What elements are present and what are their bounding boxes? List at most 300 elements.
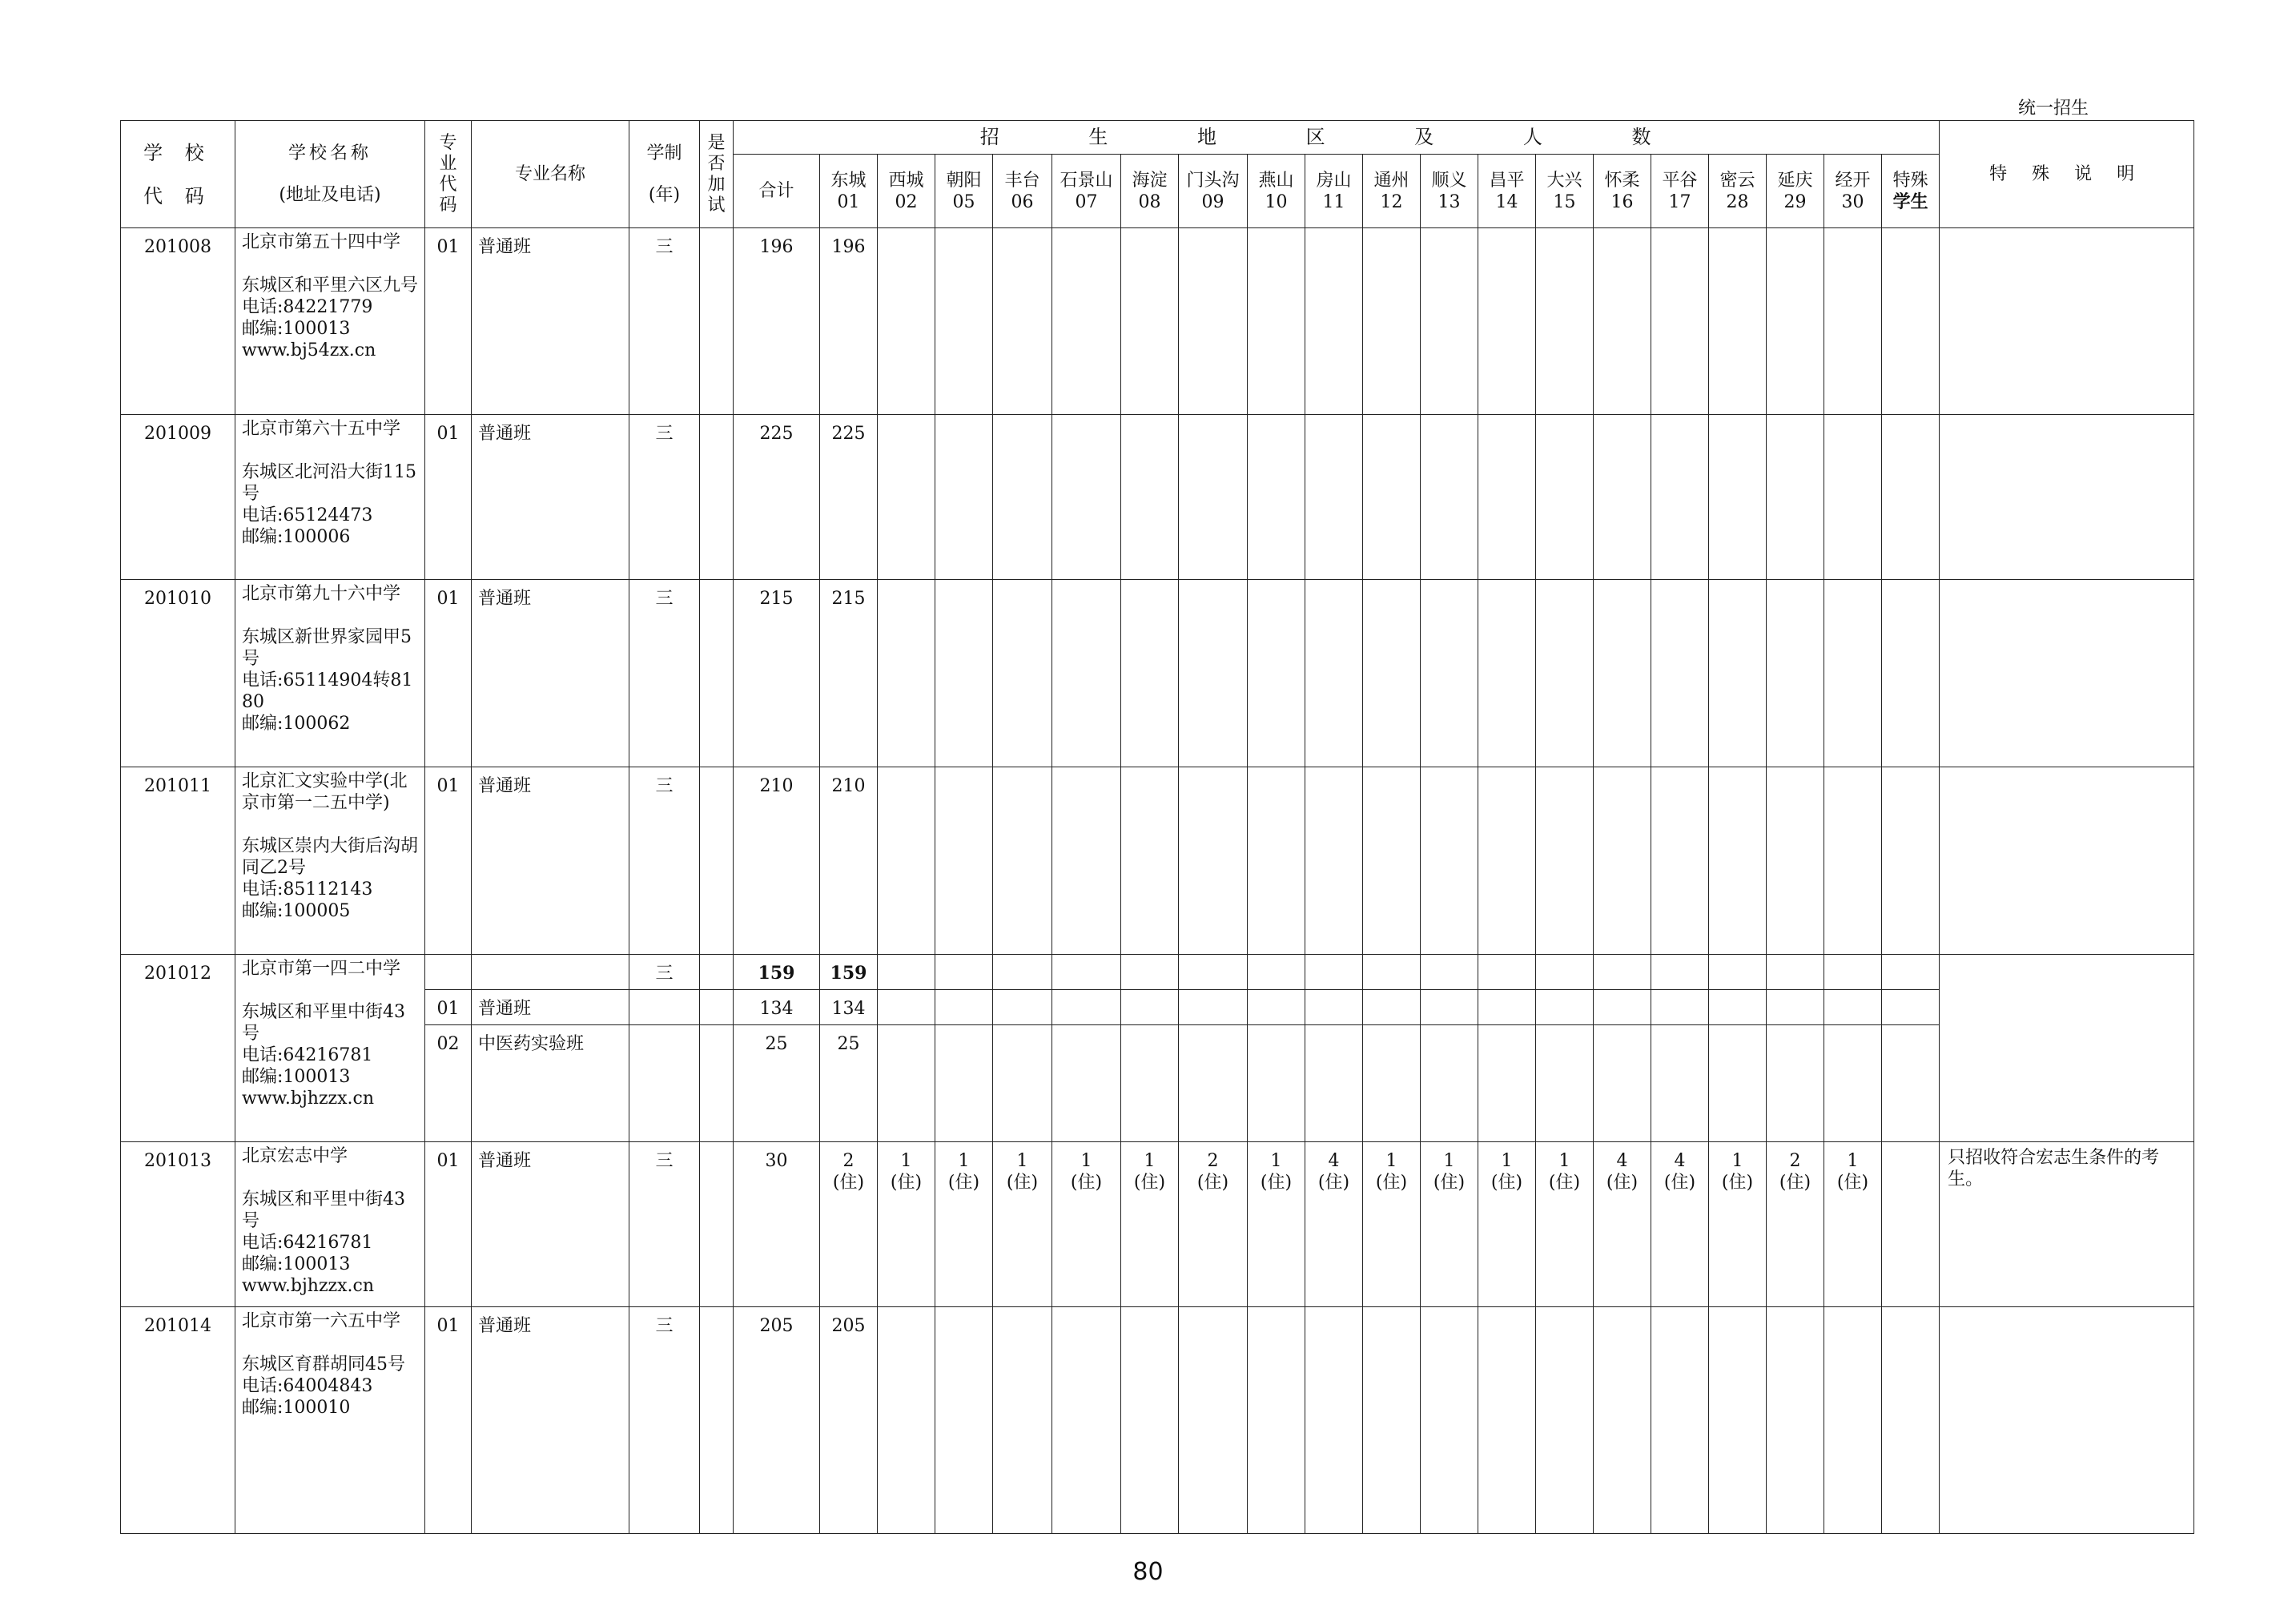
- region-cell: [1179, 580, 1248, 767]
- special-note: 只招收符合宏志生条件的考生。: [1940, 1142, 2194, 1307]
- table-row: [121, 1142, 2194, 1307]
- region-cell: [878, 228, 935, 415]
- region-cell: [1882, 228, 1940, 415]
- resident-tag: (住): [1006, 1173, 1039, 1193]
- region-cell: [820, 767, 878, 955]
- region-count: 1: [1847, 1151, 1859, 1171]
- region-count: 215: [831, 589, 866, 609]
- region-cell: [1421, 955, 1478, 990]
- region-cell: [1594, 990, 1651, 1025]
- region-cell: [1824, 767, 1882, 955]
- school-info-line: 邮编:100013: [242, 1067, 351, 1087]
- region-count: 134: [831, 999, 866, 1019]
- region-cell: [1179, 228, 1248, 415]
- region-cell: [1478, 1142, 1536, 1307]
- region-cell: [1824, 1025, 1882, 1142]
- region-cell: [1478, 1307, 1536, 1534]
- resident-tag: (住): [1606, 1173, 1639, 1193]
- region-count: 1: [1501, 1151, 1513, 1171]
- region-cell: [1363, 990, 1421, 1025]
- region-cell: [1882, 990, 1940, 1025]
- region-cell: [1421, 580, 1478, 767]
- resident-tag: (住): [1721, 1173, 1754, 1193]
- region-cell: [1478, 767, 1536, 955]
- region-cell: [1052, 1142, 1121, 1307]
- region-cell: [1363, 580, 1421, 767]
- region-cell: [1767, 1307, 1824, 1534]
- region-cell: [1121, 1025, 1179, 1142]
- table-row: [121, 955, 2194, 990]
- region-cell: [1594, 1307, 1651, 1534]
- region-cell: [1052, 1307, 1121, 1534]
- region-cell: [1709, 990, 1767, 1025]
- region-cell: [820, 1025, 878, 1142]
- region-cell: [1478, 955, 1536, 990]
- region-cell: [1305, 228, 1363, 415]
- region-count: 1: [1270, 1151, 1282, 1171]
- school-name: [235, 767, 425, 955]
- region-cell: [993, 1025, 1052, 1142]
- region-count: 4: [1328, 1151, 1340, 1171]
- region-cell: [1536, 990, 1594, 1025]
- region-cell: [1121, 955, 1179, 990]
- region-cell: [1882, 1307, 1940, 1534]
- school-info-line: 东城区和平里中街43号: [242, 1002, 405, 1044]
- header-total: 合计: [734, 155, 820, 228]
- school-name: [235, 580, 425, 767]
- extra-test: [700, 767, 734, 955]
- region-cell: [1594, 1025, 1651, 1142]
- region-cell: [1363, 1025, 1421, 1142]
- region-cell: [1709, 415, 1767, 580]
- region-cell: [1121, 415, 1179, 580]
- major-code: 01: [425, 767, 472, 955]
- school-name: [235, 228, 425, 415]
- school-info-line: 东城区新世界家园甲5号: [242, 627, 412, 669]
- region-count: 1: [958, 1151, 970, 1171]
- region-cell: [1363, 1142, 1421, 1307]
- region-cell: [820, 955, 878, 990]
- region-cell: [1121, 1307, 1179, 1534]
- region-cell: [1179, 1025, 1248, 1142]
- region-cell: [1709, 580, 1767, 767]
- region-cell: [1767, 990, 1824, 1025]
- region-count: 1: [1731, 1151, 1743, 1171]
- header-special-note: 特 殊 说 明: [1940, 121, 2194, 228]
- extra-test: [700, 228, 734, 415]
- header-region: 丰台 06: [993, 155, 1052, 228]
- school-code: 201008: [121, 228, 235, 415]
- major-code: 01: [425, 415, 472, 580]
- region-cell: [1594, 228, 1651, 415]
- school-code: 201010: [121, 580, 235, 767]
- major-name: 普通班: [472, 580, 629, 767]
- table-row: [121, 1025, 2194, 1142]
- region-cell: [993, 228, 1052, 415]
- region-cell: [1882, 1142, 1940, 1307]
- resident-tag: (住): [947, 1173, 980, 1193]
- region-cell: [1363, 1307, 1421, 1534]
- region-cell: [1536, 580, 1594, 767]
- region-cell: [1767, 1142, 1824, 1307]
- region-cell: [1767, 955, 1824, 990]
- region-cell: [1824, 1307, 1882, 1534]
- total-count: 215: [734, 580, 820, 767]
- region-cell: [935, 1142, 993, 1307]
- total-count: 196: [734, 228, 820, 415]
- region-cell: [1536, 1142, 1594, 1307]
- region-cell: [820, 990, 878, 1025]
- region-count: 1: [1016, 1151, 1028, 1171]
- region-cell: [935, 990, 993, 1025]
- region-count: 1: [900, 1151, 912, 1171]
- region-cell: [878, 1025, 935, 1142]
- region-cell: [993, 1307, 1052, 1534]
- region-cell: [1478, 415, 1536, 580]
- header-region: 昌平 14: [1478, 155, 1536, 228]
- header-duration: 学制 (年): [629, 121, 700, 228]
- region-cell: [1179, 990, 1248, 1025]
- region-cell: [993, 955, 1052, 990]
- school-info-line: 邮编:100005: [242, 901, 351, 921]
- region-cell: [1594, 415, 1651, 580]
- region-cell: [1305, 767, 1363, 955]
- region-count: 210: [831, 776, 866, 796]
- major-code: 01: [425, 228, 472, 415]
- region-cell: [1824, 415, 1882, 580]
- header-region: 石景山 07: [1052, 155, 1121, 228]
- header-region: 东城 01: [820, 155, 878, 228]
- table-row: [121, 1307, 2194, 1534]
- school-name: [235, 1307, 425, 1534]
- region-cell: [1305, 1307, 1363, 1534]
- school-info-line: 邮编:100010: [242, 1398, 351, 1418]
- region-cell: [935, 955, 993, 990]
- region-cell: [1767, 415, 1824, 580]
- region-cell: [820, 415, 878, 580]
- extra-test: [700, 955, 734, 990]
- table-row: [121, 580, 2194, 767]
- duration: 三: [629, 1307, 700, 1534]
- extra-test: [700, 1307, 734, 1534]
- header-region: 平谷 17: [1651, 155, 1709, 228]
- region-count: 225: [831, 424, 866, 444]
- total-count: 205: [734, 1307, 820, 1534]
- region-cell: [1882, 415, 1940, 580]
- major-name: 普通班: [472, 1142, 629, 1307]
- resident-tag: (住): [1779, 1173, 1811, 1193]
- duration: 三: [629, 1142, 700, 1307]
- region-count: 1: [1144, 1151, 1156, 1171]
- region-cell: [1651, 415, 1709, 580]
- school-info-line: 电话:64216781: [242, 1045, 373, 1065]
- region-cell: [935, 1307, 993, 1534]
- school-info-line: 邮编:100013: [242, 1254, 351, 1274]
- region-count: 4: [1674, 1151, 1686, 1171]
- header-region: 特殊 学生: [1882, 155, 1940, 228]
- region-cell: [1709, 1025, 1767, 1142]
- header-region: 通州 12: [1363, 155, 1421, 228]
- region-cell: [878, 415, 935, 580]
- header-major-code: 专 业 代 码: [425, 121, 472, 228]
- region-cell: [1305, 955, 1363, 990]
- region-cell: [1709, 767, 1767, 955]
- region-cell: [1248, 228, 1305, 415]
- region-cell: [1248, 955, 1305, 990]
- header-region: 密云 28: [1709, 155, 1767, 228]
- region-cell: [1363, 955, 1421, 990]
- region-cell: [993, 1142, 1052, 1307]
- major-code: 02: [425, 1025, 472, 1142]
- region-cell: [1594, 955, 1651, 990]
- header-region: 大兴 15: [1536, 155, 1594, 228]
- region-cell: [878, 767, 935, 955]
- region-cell: [1536, 1307, 1594, 1534]
- region-cell: [1179, 415, 1248, 580]
- school-info-line: [242, 814, 420, 835]
- region-cell: [1767, 580, 1824, 767]
- region-cell: [1305, 1142, 1363, 1307]
- region-cell: [1121, 228, 1179, 415]
- region-cell: [1421, 415, 1478, 580]
- region-cell: [1824, 580, 1882, 767]
- region-cell: [1651, 955, 1709, 990]
- school-info-line: [242, 253, 420, 275]
- region-cell: [935, 1025, 993, 1142]
- region-cell: [1824, 955, 1882, 990]
- major-name: [472, 955, 629, 990]
- region-cell: [1052, 767, 1121, 955]
- page-number: 80: [1132, 1558, 1164, 1586]
- special-note: [1940, 415, 2194, 580]
- school-code: 201014: [121, 1307, 235, 1534]
- corner-label: 统一招生: [2018, 99, 2089, 119]
- resident-tag: (住): [1490, 1173, 1523, 1193]
- header-region: 燕山 10: [1248, 155, 1305, 228]
- region-cell: [1248, 767, 1305, 955]
- region-cell: [1121, 1142, 1179, 1307]
- region-count: 196: [831, 237, 866, 257]
- region-cell: [878, 1307, 935, 1534]
- region-cell: [1651, 767, 1709, 955]
- region-cell: [1179, 1307, 1248, 1534]
- enrollment-table: [120, 120, 2194, 1534]
- school-name: [235, 1142, 425, 1307]
- region-cell: [1248, 580, 1305, 767]
- region-cell: [1478, 990, 1536, 1025]
- school-info-line: www.bjhzzx.cn: [242, 1276, 375, 1296]
- region-cell: [1478, 228, 1536, 415]
- region-cell: [1651, 1307, 1709, 1534]
- duration: 三: [629, 415, 700, 580]
- region-cell: [993, 767, 1052, 955]
- resident-tag: (住): [1375, 1173, 1408, 1193]
- header-region: 延庆 29: [1767, 155, 1824, 228]
- total-count: 30: [734, 1142, 820, 1307]
- region-cell: [1536, 415, 1594, 580]
- school-name: [235, 415, 425, 580]
- region-cell: [1421, 228, 1478, 415]
- region-cell: [1594, 1142, 1651, 1307]
- region-cell: [1052, 228, 1121, 415]
- region-cell: [1709, 1307, 1767, 1534]
- school-info-line: [242, 440, 420, 461]
- region-cell: [1121, 990, 1179, 1025]
- special-note: [1940, 767, 2194, 955]
- region-cell: [993, 415, 1052, 580]
- duration: 三: [629, 228, 700, 415]
- region-cell: [820, 1307, 878, 1534]
- major-name: 普通班: [472, 1307, 629, 1534]
- resident-tag: (住): [890, 1173, 923, 1193]
- resident-tag: (住): [1070, 1173, 1103, 1193]
- header-region: 经开 30: [1824, 155, 1882, 228]
- school-info-line: 北京市第六十五中学: [242, 419, 401, 439]
- header-major-name: 专业名称: [472, 121, 629, 228]
- table-row: [121, 990, 2194, 1025]
- region-cell: [1536, 1025, 1594, 1142]
- region-cell: [1478, 1025, 1536, 1142]
- resident-tag: (住): [1133, 1173, 1166, 1193]
- region-cell: [1536, 955, 1594, 990]
- school-info-line: [242, 1167, 420, 1189]
- school-info-line: 电话:64216781: [242, 1233, 373, 1253]
- region-cell: [1882, 767, 1940, 955]
- duration: 三: [629, 767, 700, 955]
- school-info-line: 北京市第一六五中学: [242, 1311, 401, 1331]
- region-cell: [1882, 1025, 1940, 1142]
- region-cell: [1767, 228, 1824, 415]
- major-name: 普通班: [472, 990, 629, 1025]
- region-cell: [878, 1142, 935, 1307]
- resident-tag: (住): [832, 1173, 865, 1193]
- resident-tag: (住): [1663, 1173, 1696, 1193]
- school-code: 201011: [121, 767, 235, 955]
- region-cell: [1767, 767, 1824, 955]
- region-cell: [1824, 228, 1882, 415]
- region-cell: [1179, 955, 1248, 990]
- resident-tag: (住): [1317, 1173, 1350, 1193]
- school-info-line: [242, 1332, 420, 1354]
- region-cell: [1248, 1025, 1305, 1142]
- region-cell: [1052, 1025, 1121, 1142]
- total-count: 210: [734, 767, 820, 955]
- region-cell: [1421, 1025, 1478, 1142]
- table-row: [121, 228, 2194, 415]
- major-name: 普通班: [472, 415, 629, 580]
- region-count: 4: [1616, 1151, 1628, 1171]
- resident-tag: (住): [1836, 1173, 1869, 1193]
- school-info-line: 北京市第一四二中学: [242, 959, 401, 979]
- special-note: [1940, 955, 2194, 1142]
- school-info-line: 邮编:100006: [242, 527, 351, 547]
- region-cell: [1651, 580, 1709, 767]
- header-region: 房山 11: [1305, 155, 1363, 228]
- region-cell: [878, 580, 935, 767]
- region-cell: [935, 580, 993, 767]
- region-count: 2: [1207, 1151, 1219, 1171]
- resident-tag: (住): [1196, 1173, 1229, 1193]
- region-cell: [1363, 415, 1421, 580]
- school-info-line: 电话:65124473: [242, 505, 373, 525]
- region-cell: [1882, 955, 1940, 990]
- duration: 三: [629, 955, 700, 990]
- school-info-line: 电话:84221779: [242, 297, 373, 317]
- duration: 三: [629, 580, 700, 767]
- major-code: 01: [425, 1142, 472, 1307]
- resident-tag: (住): [1548, 1173, 1581, 1193]
- region-cell: [1536, 228, 1594, 415]
- major-name: 普通班: [472, 767, 629, 955]
- region-cell: [1767, 1025, 1824, 1142]
- header-region: 怀柔 16: [1594, 155, 1651, 228]
- school-info-line: 北京宏志中学: [242, 1146, 348, 1166]
- region-cell: [935, 767, 993, 955]
- school-info-line: www.bjhzzx.cn: [242, 1089, 375, 1109]
- total-count: 159: [734, 955, 820, 990]
- header-region-title: 招 生 地 区 及 人 数: [734, 121, 1940, 155]
- region-cell: [1305, 990, 1363, 1025]
- school-info-line: 北京市第五十四中学: [242, 232, 401, 252]
- region-cell: [1121, 580, 1179, 767]
- school-info-line: [242, 980, 420, 1001]
- school-info-line: 东城区和平里中街43号: [242, 1189, 405, 1231]
- region-count: 1: [1443, 1151, 1455, 1171]
- school-info-line: 东城区崇内大街后沟胡同乙2号: [242, 836, 419, 878]
- region-cell: [1651, 1142, 1709, 1307]
- region-cell: [1052, 955, 1121, 990]
- region-count: 2: [1789, 1151, 1801, 1171]
- total-count: 134: [734, 990, 820, 1025]
- region-cell: [820, 228, 878, 415]
- region-cell: [1305, 415, 1363, 580]
- school-code: 201012: [121, 955, 235, 1142]
- extra-test: [700, 1025, 734, 1142]
- region-cell: [1709, 955, 1767, 990]
- school-info-line: www.bj54zx.cn: [242, 340, 376, 360]
- region-cell: [1594, 767, 1651, 955]
- region-count: 25: [837, 1034, 860, 1054]
- region-cell: [1478, 580, 1536, 767]
- region-cell: [1248, 415, 1305, 580]
- school-info-line: 邮编:100013: [242, 319, 351, 339]
- table-row: [121, 415, 2194, 580]
- total-count: 225: [734, 415, 820, 580]
- duration: [629, 990, 700, 1025]
- region-cell: [1651, 228, 1709, 415]
- resident-tag: (住): [1433, 1173, 1466, 1193]
- header-region: 西城 02: [878, 155, 935, 228]
- extra-test: [700, 580, 734, 767]
- region-cell: [1179, 1142, 1248, 1307]
- header-school-code: 学 校 代 码: [121, 121, 235, 228]
- school-info-line: 邮编:100062: [242, 714, 351, 734]
- major-code: 01: [425, 990, 472, 1025]
- major-name: 普通班: [472, 228, 629, 415]
- region-cell: [1824, 1142, 1882, 1307]
- region-cell: [878, 955, 935, 990]
- extra-test: [700, 1142, 734, 1307]
- school-info-line: 电话:85112143: [242, 879, 373, 900]
- region-cell: [1421, 767, 1478, 955]
- major-code: 01: [425, 580, 472, 767]
- region-cell: [878, 990, 935, 1025]
- total-count: 25: [734, 1025, 820, 1142]
- header-region: 朝阳 05: [935, 155, 993, 228]
- region-cell: [1179, 767, 1248, 955]
- region-count: 1: [1558, 1151, 1570, 1171]
- extra-test: [700, 990, 734, 1025]
